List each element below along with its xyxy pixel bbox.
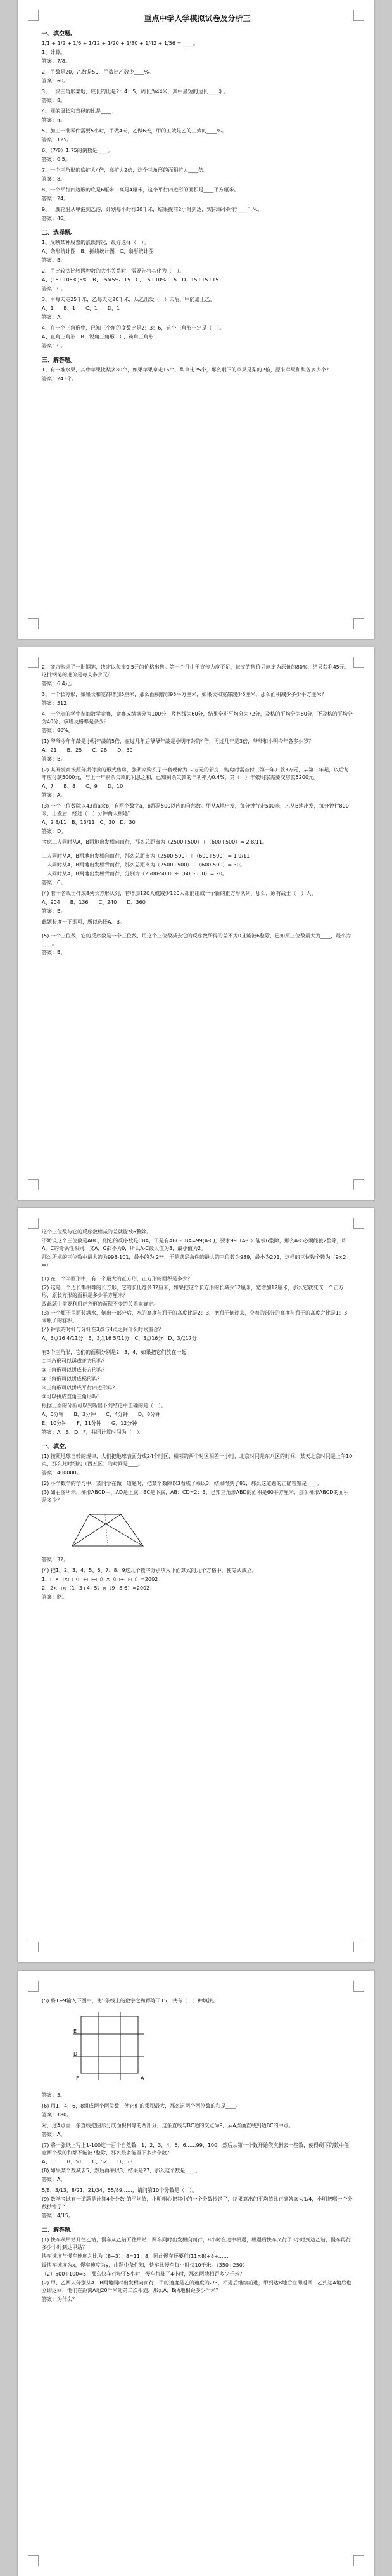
answer-text: 答案：32。 bbox=[42, 1557, 69, 1562]
question-text: (3) 一个瓶子里面装满水，倒出一部分后，水的高度与瓶子的高度比是2：3，把瓶子倒过来，空着的部分的高度与瓶子的高度之比是1：3，求瓶子的容积。 bbox=[42, 1310, 353, 1323]
answer-text: 答案：5。 bbox=[42, 2092, 66, 2098]
question-text: (7) 将一张纸上写上1-100这一百个自然数，1，2，3，4，5，6……99，100，然后从第一个数开始依次删去一些数，使得剩下的数中任意两个数的和都不能被7整除，那么最多能留下多少个数？ bbox=[42, 2142, 350, 2156]
section-heading: 二、选择题。 bbox=[42, 230, 77, 236]
question-text: 7、一个三角形的底扩大4倍，高扩大2倍，这个三角形的面积扩大____倍。 bbox=[42, 167, 209, 173]
option-text: A、7 B、8 C、9 D、10 bbox=[42, 783, 123, 789]
solution-text: （2）500÷100=5，那么快车行驶了5小时，慢车行驶了4小时，那么两地相距多少千米？ bbox=[42, 2271, 245, 2277]
crop-mark bbox=[28, 10, 39, 21]
answer-text: 答案：B。 bbox=[42, 908, 66, 914]
crop-mark bbox=[28, 1981, 39, 1992]
option-text: ①三角形可以拼成正方形吗？ bbox=[42, 1358, 108, 1364]
option-text: A、(15÷105%)5% B、15×5%÷15 C、15÷10%÷15 D、15÷15÷15 bbox=[42, 277, 219, 283]
crop-mark bbox=[353, 1179, 364, 1190]
question-text: (4) 若干名战士排成8列长方形队列，若增加120人或减少120人都能组成一个新的正方形队列，那么，原有战士（ ）人。 bbox=[42, 891, 317, 896]
document-page-3 bbox=[18, 1208, 374, 1962]
answer-text: 答案：8。 bbox=[42, 98, 66, 103]
question-text: 对，过A点画一条直线把图形分成面积相等的两部分，这条直线与BC边的交点为P，从A点画直线到边BC的中点。 bbox=[42, 2123, 294, 2128]
crop-mark bbox=[353, 10, 364, 21]
svg-text:D: D bbox=[73, 2051, 78, 2057]
question-text: 5、加工一批零件需要5小时，甲做4天，乙做6天，甲的工效是乙的工效的____%。 bbox=[42, 128, 227, 134]
option-text: ⑤可以拼成直角三角形吗？ bbox=[42, 1394, 103, 1400]
option-text: ②三角形可以拼成长方形吗？ bbox=[42, 1367, 108, 1373]
solution-text: 快车速度与慢车速度之比为（8+3）：8=11：8，因此慢车还要行(11×8)÷8÷…… bbox=[42, 2253, 229, 2259]
answer-text: 答案：180。 bbox=[42, 2112, 72, 2118]
question-text: 3、一块三角形菜地，底长的比是2：4：5，周长为44米，其中最短的边长____米。 bbox=[42, 89, 229, 94]
document-page-4 bbox=[18, 1971, 374, 2576]
answer-text: 答案：B。 bbox=[42, 756, 66, 762]
solution-text: 设快车速度为x，慢车速度为y，由题中条件知，快车比慢车每小时快10千米。（350÷250） bbox=[42, 2262, 248, 2268]
crop-mark bbox=[353, 618, 364, 629]
question-text: 2、商店购进了一批钢笔，决定以每支9.5元的价格出售。第一个月由于宣传力度不足，每支的售价只能定为原价的80%，结果获利45元，这批钢笔的进价是每支多少元？ bbox=[42, 664, 350, 678]
option-text: A、904 B、136 C、240 D、360 bbox=[42, 899, 146, 905]
question-text: (6) 用1，4，6，8组成两个两位数，使它们的乘积最大，那么这两个两位数的和是____。 bbox=[42, 2103, 241, 2109]
question-text: (2) 小学数学的学习中，某同学在做一道题时，把某个数除以3看成了乘以3，结果得到了81，那么这道题的正确答案是____。 bbox=[42, 1481, 322, 1486]
solution-text: 二人同时从A，B两地出发相背而行，那么总距离为（2500+500）÷（600-500）= 30。 bbox=[42, 862, 245, 868]
section-heading: 三、解答题。 bbox=[42, 357, 77, 364]
question-text: (2) 某开发商按照分期付款的形式售房，张明家购买了一套现价为12万元的新房，购房时需首付（第一年）款3万元，从第二年起，以后每年应付款5000元，与上一年剩余欠款的利息之和，已知剩余欠款的年利率为0.4%，第（ ）年张明家需要交房款5200元。 bbox=[42, 767, 350, 780]
option-text: A、50 B、51 C、52 D、53 bbox=[42, 2159, 133, 2165]
question-text: (1) 爷爷今年年龄是小明年龄的5倍，在过几年后爷爷年龄是小明年龄的4倍，再过几年是3倍，爷爷和小明今年各多少岁？ bbox=[42, 738, 314, 744]
document-title: 重点中学入学模拟试卷及分析三 bbox=[144, 14, 251, 23]
crop-mark bbox=[28, 1179, 39, 1190]
option-text: A、0分钟 B、3分钟 C、4分钟 D、8分钟 bbox=[42, 1412, 161, 1417]
question-text: 3、甲每天走25千米，乙每天走20千米，从乙出发（ ）天后，甲能追上乙。 bbox=[42, 297, 215, 302]
crop-mark bbox=[28, 657, 39, 668]
answer-text: 答案：C。 bbox=[42, 286, 66, 292]
document-page-1 bbox=[18, 0, 374, 639]
question-text: 2、甲数是20，乙数是50，甲数比乙数少____%。 bbox=[42, 69, 155, 75]
question-text: 8、一个平行四边形的底是6厘米，高是4厘米，这个平行四边形的面积是____平方厘米。 bbox=[42, 187, 239, 193]
answer-text: 答案：4/15。 bbox=[42, 2213, 73, 2219]
answer-text: 答案：π。 bbox=[42, 117, 65, 123]
question-text: 4、在一个三角形中，已知三个角的度数比是2：3：6，这个三角形一定是（ ）。 bbox=[42, 325, 225, 331]
svg-text:E: E bbox=[73, 2028, 77, 2034]
crop-mark bbox=[28, 618, 39, 629]
question-text: 1、有一堆水果，其中苹果比梨多80个，如果苹果拿走15个，梨拿走25个，那么剩下的苹果是梨的2倍，原来苹果和梨各多少个？ bbox=[42, 367, 331, 373]
option-text: A、2 8/11 B、13/11 C、30 D、30 bbox=[42, 820, 136, 825]
section-heading: 一、填空题。 bbox=[42, 31, 77, 37]
question-text: 1、计算。 bbox=[42, 49, 66, 55]
option-text: A、1 B、1 C、1 D、1 bbox=[42, 306, 120, 311]
answer-text: 答案：B。 bbox=[42, 257, 66, 263]
solution-text: 二人同时从A，B两地出发相向而行，那么总距离为（2500-500）÷（600+500）= 1 9/11 bbox=[42, 853, 250, 859]
option-text: A、3点16 4/11分 B、3点16 5/11分 C、3点16分 D、3点17分 bbox=[42, 1336, 197, 1341]
question-text: 有3个三角形，它们的面积分别是2，3，4，如果把它们放在一起， bbox=[42, 1349, 192, 1355]
document-page-2 bbox=[18, 647, 374, 1200]
solution-text: 考虑二人同时从A，B两地出发相向而行，那么总距离为（2500+500）÷（600+500）= 2 8/11。 bbox=[42, 839, 268, 845]
equation-text: 1、□×□×□（□+□+□）×（□+□-□）=2002 bbox=[42, 1576, 158, 1582]
crop-mark bbox=[353, 1942, 364, 1952]
question-text: (9) 数学考试有一道题是计算4个分数 的平均值，小明粗心把其中的一个分数抄错了，结果算出的平均值比正确答案大1/4，小明把哪一个分数抄错了？ bbox=[42, 2196, 353, 2210]
answer-text: 答案：C。 bbox=[42, 880, 66, 886]
answer-text: 答案：6.4元。 bbox=[42, 681, 75, 686]
question-text: (3) 如右图所示，梯形ABCD中，AD是上底，BC是下底，AB：CD=2：3，已知三角形ABD的面积是60平方厘米，那么梯形ABCD的面积是多少？ bbox=[42, 1490, 349, 1503]
answer-text: 答案：B。 bbox=[42, 950, 66, 955]
solution-text: 这个三位数与它的反序数相减的差就能被6整除。 bbox=[42, 1229, 152, 1235]
question-text: (5) 将1~9输入下图中，使5条线上的数字之和都等于15，共有（ ）种填法。 bbox=[42, 1998, 218, 2004]
solution-text: 答案：A、B、D、F，共同计算时间为（ ）。 bbox=[42, 1429, 144, 1435]
crop-mark bbox=[28, 1942, 39, 1952]
crop-mark bbox=[353, 1218, 364, 1229]
option-text: E、10分钟 F、11分钟 G、12分钟 bbox=[42, 1420, 137, 1426]
question-text: (4) 把1、2、3、4、5、6、7、8、9这九个数字分别填入下面算式的九个方格中，使等式成立。 bbox=[42, 1568, 257, 1573]
answer-text: 答案：400000。 bbox=[42, 1470, 82, 1476]
answer-text: 答案：7/8。 bbox=[42, 58, 70, 64]
question-text: (2) 甲、乙两人分别从A、B两地同时出发相向而行，甲的速度是乙的速度的2/3，相遇后继续前进，甲到达B地后立即返回，乙到达A地后也立即返回，他们在距离A地20千米处第二次相遇，那么A、B两地相距多少千米？ bbox=[42, 2280, 351, 2293]
crop-mark bbox=[353, 2555, 364, 2566]
question-text: (4) 钟表的时针与分针在3点与4点之间什么时候重合？ bbox=[42, 1327, 164, 1332]
answer-text: 答案：D。 bbox=[42, 828, 66, 834]
answer-text: 答案：C。 bbox=[42, 343, 66, 349]
answer-text: 答案：24。 bbox=[42, 196, 69, 202]
trapezoid-diagram bbox=[67, 1508, 353, 1552]
question-text: 3、一个长方形，如果长和宽都增加5厘米，那么面积增加95平方厘米，如果长和宽都减少5厘米，那么面积减少多少平方厘米？ bbox=[42, 692, 327, 697]
answer-text: 答案：8。 bbox=[42, 176, 66, 182]
equation-text: 2、2×□×（1+3+4+5）×（9+8-6）=2002 bbox=[42, 1585, 150, 1591]
crop-mark bbox=[28, 1218, 39, 1229]
section-heading: 二、解答题。 bbox=[42, 2227, 77, 2234]
question-text: 6、（7/8）1.75的倒数是____。 bbox=[42, 148, 113, 153]
question-text: (1) 快车从甲站开往乙站，慢车从乙站开往甲站，两车同时出发相向而行，8小时在途中相遇，相遇后快车又行了3小时到达乙站，慢车再行多少小时到达甲站？ bbox=[42, 2237, 351, 2250]
answer-text: 答案：略。 bbox=[42, 1594, 67, 1600]
solution-text: 此题长度一下即可，所以选择A、B。 bbox=[42, 919, 125, 925]
crop-mark bbox=[28, 2555, 39, 2566]
question-text: (1) 按照地球自转的规律，人们把地球表面分成24个时区，相邻的两个时区相差一小时，北京时间是东八区的时间，某天北京时间是上午10点，那么此时纽约（西五区）的时间是____。 bbox=[42, 1453, 353, 1467]
answer-text: 答案：A。 bbox=[42, 2132, 66, 2137]
solution-text: 根据上面的分析可以判断出下列结论中正确的是（ ）。 bbox=[42, 1403, 166, 1408]
option-text: A、条形统计图 B、折线统计图 C、扇形统计图 bbox=[42, 248, 154, 254]
answer-text: 答案：A。 bbox=[42, 792, 66, 798]
question-text: (3) 一个三位数除以43商a余b，有两个数字a，b都是500以内的自然数。甲从A地出发，每分钟行走500米，乙从B地出发，每分钟行800米，出发后，经过（ ）分钟两人相遇？ bbox=[42, 803, 349, 816]
crop-mark bbox=[353, 657, 364, 668]
answer-text: 答案：A。 bbox=[42, 2177, 66, 2182]
solution-text: 不妨设这个三位数是ABC，则它的反序数是CBA，于是有ABC-CBA=99(A-C)，要求99（A-C）能被6整除，那么A-C必须能被2整除，即A，C的奇偶性相同，又A，C都不为0，所以A-C最大值为8，最小值为2。 bbox=[42, 1238, 347, 1251]
question-text: 2、用比较法比较两种数的大小关系时，需要先将其化为（ ）。 bbox=[42, 268, 185, 274]
question-text: (2) 这是一个边长都相等的长方形，它的长比宽多32厘米，如果把这个长方形的长减少12厘米，宽增加12厘米，那么它就变成一个正方形，原长方形的面积是多少平方厘米？ bbox=[42, 1285, 344, 1298]
equation-text: 5/8，3/13，8/21，21/34，55/89……，请问第10个分数是（ ）。 bbox=[42, 2187, 198, 2193]
question-text: (5) 一个三位数，它的反序数是一个三位数，用这个三位数减去它的反序数所得的差不为0且能被6整除，已知原三位数最大为____，最小为____。 bbox=[42, 933, 351, 946]
answer-text: 答案：512。 bbox=[42, 700, 72, 706]
answer-text: 答案：241个。 bbox=[42, 376, 77, 382]
option-text: A、21 B、25 C、28 D、30 bbox=[42, 747, 133, 753]
question-text: 4、圆的周长和直径的比是____。 bbox=[42, 108, 117, 114]
option-text: A、直角三角形 B、锐角三角形 C、钝角三角形 bbox=[42, 334, 154, 340]
answer-text: 答案：125。 bbox=[42, 137, 72, 143]
solution-text: 二人同时从A，B两地出发相背而行，分别为（2500-500）÷（600-500）= 20。 bbox=[42, 871, 228, 877]
svg-text:A: A bbox=[141, 2075, 144, 2081]
svg-text:F: F bbox=[76, 2075, 79, 2081]
answer-text: 答案：0.5。 bbox=[42, 157, 70, 162]
answer-text: 答案：A。 bbox=[42, 314, 66, 320]
question-text: 4、一个班的学生参加数学竞赛，竞赛成绩满分为100分，及格线为60分，结果全班平均分为72分，及格的平均分为80分，不及格的平均分为40分，该班及格率是多少？ bbox=[42, 711, 353, 724]
option-text: ③三角形可以拼成梯形吗？ bbox=[42, 1376, 103, 1382]
solution-text: 那么所求的三位数中最大的为998-101，最小的为 2**，于是满足条件的最大的三位数为989，最小为201，这样的三位数个数为（9×2=） bbox=[42, 1254, 346, 1268]
question-text: (8) 如果某个数减去5，然后再乘以3，结果是27，那么这个数是____。 bbox=[42, 2168, 201, 2174]
crop-mark bbox=[353, 1981, 364, 1992]
answer-text: 答案：为什么？ bbox=[42, 2296, 77, 2302]
question-text: 9、一艘轮船从甲港到乙港，计划每小时行30千米，结果提前2小时到达，实际每小时行____千米。 bbox=[42, 207, 263, 212]
question-text: 1/1 + 1/2 + 1/6 + 1/12 + 1/20 + 1/30 + 1/42 + 1/56 = ____。 bbox=[42, 41, 198, 46]
section-heading: 一、填空。 bbox=[42, 1444, 71, 1450]
answer-text: 答案：40。 bbox=[42, 216, 69, 221]
question-text: 1、反映某种股票的涨跌情况，最好选择（ ）。 bbox=[42, 240, 149, 245]
answer-text: 答案：80%。 bbox=[42, 728, 73, 733]
answer-text: 答案：60。 bbox=[42, 78, 69, 84]
option-text: ④三角形可以拼成平行四边形吗？ bbox=[42, 1385, 118, 1391]
square-lines-diagram bbox=[67, 2009, 353, 2088]
solution-text: 故此题中需要利用正方形的面积不变的关系来确定。 bbox=[42, 1301, 158, 1307]
question-text: (1) 在一个半圆形中，有一个最大的正方形，正方形的面积是多少？ bbox=[42, 1276, 193, 1282]
